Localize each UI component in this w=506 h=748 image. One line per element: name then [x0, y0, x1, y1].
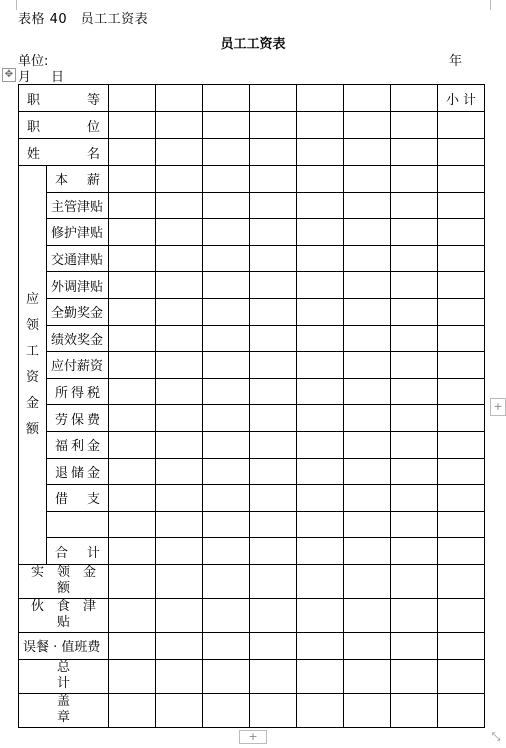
data-cell[interactable] [156, 272, 203, 299]
data-cell[interactable] [344, 85, 391, 112]
data-cell[interactable] [109, 325, 156, 352]
data-cell[interactable] [297, 352, 344, 379]
row-label: 主管津贴 [47, 192, 109, 219]
data-cell[interactable] [297, 431, 344, 458]
row-label: 全勤奖金 [47, 298, 109, 325]
data-cell[interactable] [438, 511, 485, 538]
data-cell[interactable] [203, 352, 250, 379]
data-cell[interactable] [297, 598, 344, 632]
data-cell[interactable] [109, 85, 156, 112]
row-label: 借支 [47, 485, 109, 512]
document-title: 表格 40 员工工资表 [18, 12, 149, 27]
data-cell[interactable] [203, 272, 250, 299]
data-cell[interactable] [109, 511, 156, 538]
data-cell[interactable] [250, 352, 297, 379]
data-cell[interactable] [297, 659, 344, 693]
data-cell[interactable] [156, 166, 203, 193]
data-cell[interactable] [391, 564, 438, 598]
row-label: 所得税 [47, 378, 109, 405]
data-cell[interactable] [250, 632, 297, 659]
data-cell[interactable] [156, 378, 203, 405]
data-cell[interactable] [438, 485, 485, 512]
data-cell[interactable] [297, 458, 344, 485]
row-label [47, 511, 109, 538]
data-cell[interactable] [297, 511, 344, 538]
data-cell[interactable] [156, 598, 203, 632]
data-cell[interactable] [250, 564, 297, 598]
data-cell[interactable] [391, 378, 438, 405]
data-cell[interactable] [203, 325, 250, 352]
add-row-icon[interactable]: + [239, 730, 267, 744]
data-cell[interactable] [109, 192, 156, 219]
data-cell[interactable] [438, 272, 485, 299]
data-cell[interactable] [203, 632, 250, 659]
data-cell[interactable] [109, 112, 156, 139]
data-cell[interactable] [344, 352, 391, 379]
data-cell[interactable] [250, 598, 297, 632]
row-label-total: 总 计 [19, 659, 109, 693]
data-cell[interactable] [156, 325, 203, 352]
data-cell[interactable] [297, 378, 344, 405]
data-cell[interactable] [391, 632, 438, 659]
data-cell[interactable] [391, 693, 438, 727]
data-cell[interactable] [109, 693, 156, 727]
data-cell[interactable] [203, 192, 250, 219]
data-cell[interactable] [250, 245, 297, 272]
table-row [19, 85, 485, 112]
day-label: 日 [51, 70, 65, 85]
data-cell[interactable] [391, 85, 438, 112]
data-cell[interactable] [203, 511, 250, 538]
data-cell[interactable] [156, 485, 203, 512]
data-cell[interactable] [297, 564, 344, 598]
data-cell[interactable] [203, 378, 250, 405]
data-cell[interactable] [297, 325, 344, 352]
data-cell[interactable] [109, 632, 156, 659]
data-cell[interactable] [344, 564, 391, 598]
data-cell[interactable] [156, 112, 203, 139]
row-label-stamp: 盖 章 [19, 693, 109, 727]
row-label: 外调津贴 [47, 272, 109, 299]
data-cell[interactable] [391, 405, 438, 432]
data-cell[interactable] [391, 352, 438, 379]
table-row [19, 511, 485, 538]
data-cell[interactable] [391, 325, 438, 352]
data-cell[interactable] [391, 166, 438, 193]
data-cell[interactable] [391, 659, 438, 693]
row-label: 福利金 [47, 431, 109, 458]
data-cell[interactable] [109, 352, 156, 379]
data-cell[interactable] [297, 405, 344, 432]
table-row [19, 272, 485, 299]
data-cell[interactable] [391, 192, 438, 219]
data-cell[interactable] [391, 272, 438, 299]
data-cell[interactable] [438, 659, 485, 693]
page-corner-tl [6, 0, 17, 10]
data-cell[interactable] [109, 598, 156, 632]
table-row [19, 431, 485, 458]
data-cell[interactable] [344, 511, 391, 538]
data-cell[interactable] [109, 431, 156, 458]
table-row [19, 378, 485, 405]
table-row [19, 245, 485, 272]
data-cell[interactable] [297, 693, 344, 727]
data-cell[interactable] [156, 693, 203, 727]
data-cell[interactable] [250, 693, 297, 727]
data-cell[interactable] [109, 166, 156, 193]
data-cell[interactable] [250, 378, 297, 405]
data-cell[interactable] [391, 245, 438, 272]
data-cell[interactable] [156, 431, 203, 458]
data-cell[interactable] [156, 85, 203, 112]
data-cell[interactable] [344, 378, 391, 405]
row-label: 绩效奖金 [47, 325, 109, 352]
data-cell[interactable] [438, 693, 485, 727]
data-cell[interactable] [203, 112, 250, 139]
data-cell[interactable] [203, 85, 250, 112]
data-cell[interactable] [438, 564, 485, 598]
data-cell[interactable] [391, 112, 438, 139]
data-cell[interactable] [250, 112, 297, 139]
data-cell[interactable] [203, 659, 250, 693]
data-cell[interactable] [344, 112, 391, 139]
data-cell[interactable] [344, 405, 391, 432]
data-cell[interactable] [391, 458, 438, 485]
data-cell[interactable] [156, 659, 203, 693]
data-cell[interactable] [109, 219, 156, 246]
data-cell[interactable] [438, 598, 485, 632]
table-row [19, 219, 485, 246]
data-cell[interactable] [438, 431, 485, 458]
table-row [19, 598, 485, 632]
data-cell[interactable] [438, 219, 485, 246]
data-cell[interactable] [344, 659, 391, 693]
row-label: 交通津贴 [47, 245, 109, 272]
salary-table [18, 84, 485, 728]
data-cell[interactable] [203, 219, 250, 246]
table-row [19, 485, 485, 512]
data-cell[interactable] [250, 485, 297, 512]
data-cell[interactable] [438, 245, 485, 272]
row-label: 劳保费 [47, 405, 109, 432]
data-cell[interactable] [250, 272, 297, 299]
row-label-meal: 伙 食 津 贴 [19, 598, 109, 632]
data-cell[interactable] [203, 405, 250, 432]
table-row [19, 166, 485, 193]
data-cell[interactable] [344, 272, 391, 299]
data-cell[interactable] [250, 458, 297, 485]
row-label: 姓名 [19, 139, 109, 166]
data-cell[interactable] [109, 378, 156, 405]
data-cell[interactable] [156, 564, 203, 598]
data-cell[interactable] [156, 192, 203, 219]
data-cell[interactable] [297, 245, 344, 272]
data-cell[interactable] [438, 538, 485, 565]
data-cell[interactable] [344, 139, 391, 166]
table-row [19, 632, 485, 659]
data-cell[interactable] [203, 458, 250, 485]
data-cell[interactable] [109, 245, 156, 272]
data-cell[interactable] [156, 632, 203, 659]
row-label: 修护津贴 [47, 219, 109, 246]
data-cell[interactable] [250, 166, 297, 193]
data-cell[interactable] [203, 538, 250, 565]
data-cell[interactable] [109, 139, 156, 166]
data-cell[interactable] [250, 511, 297, 538]
data-cell[interactable] [109, 458, 156, 485]
table-row [19, 112, 485, 139]
data-cell[interactable] [109, 405, 156, 432]
month-label: 月 [18, 70, 32, 85]
data-cell[interactable] [203, 166, 250, 193]
page-corner-tr [490, 0, 501, 10]
table-row [19, 405, 485, 432]
data-cell[interactable] [297, 139, 344, 166]
data-cell[interactable] [344, 431, 391, 458]
data-cell[interactable] [438, 192, 485, 219]
data-cell[interactable] [438, 298, 485, 325]
data-cell[interactable] [250, 659, 297, 693]
data-cell[interactable] [109, 659, 156, 693]
data-cell[interactable] [109, 485, 156, 512]
data-cell[interactable] [344, 693, 391, 727]
data-cell[interactable] [438, 632, 485, 659]
data-cell[interactable] [156, 219, 203, 246]
data-cell[interactable] [344, 298, 391, 325]
data-cell[interactable] [344, 458, 391, 485]
data-cell[interactable] [344, 632, 391, 659]
data-cell[interactable] [391, 538, 438, 565]
table-row [19, 458, 485, 485]
data-cell[interactable] [344, 598, 391, 632]
table-title: 员工工资表 [220, 37, 286, 52]
table-row [19, 139, 485, 166]
data-cell[interactable] [344, 245, 391, 272]
row-label: 职位 [19, 112, 109, 139]
data-cell[interactable] [156, 405, 203, 432]
resize-icon[interactable]: ⤡ [491, 730, 501, 743]
data-cell[interactable] [156, 245, 203, 272]
table-row [19, 564, 485, 598]
data-cell[interactable] [391, 219, 438, 246]
data-cell[interactable] [391, 298, 438, 325]
data-cell[interactable] [203, 139, 250, 166]
data-cell[interactable] [250, 139, 297, 166]
data-cell[interactable] [203, 485, 250, 512]
table-row [19, 352, 485, 379]
data-cell[interactable] [438, 378, 485, 405]
data-cell[interactable] [203, 298, 250, 325]
data-cell[interactable] [344, 219, 391, 246]
data-cell[interactable] [297, 219, 344, 246]
data-cell[interactable] [297, 485, 344, 512]
data-cell[interactable] [250, 219, 297, 246]
data-cell[interactable] [344, 485, 391, 512]
data-cell[interactable] [156, 458, 203, 485]
data-cell[interactable] [109, 272, 156, 299]
data-cell[interactable] [156, 511, 203, 538]
data-cell[interactable] [344, 166, 391, 193]
data-cell[interactable] [438, 405, 485, 432]
unit-label: 单位: [18, 54, 49, 69]
data-cell[interactable] [297, 632, 344, 659]
row-label: 应付薪资 [47, 352, 109, 379]
data-cell[interactable] [297, 538, 344, 565]
data-cell[interactable] [109, 538, 156, 565]
data-cell[interactable] [250, 325, 297, 352]
subtotal-header: 小计 [438, 85, 485, 112]
data-cell[interactable] [391, 485, 438, 512]
data-cell[interactable] [297, 85, 344, 112]
data-cell[interactable] [438, 112, 485, 139]
data-cell[interactable] [156, 298, 203, 325]
data-cell[interactable] [250, 192, 297, 219]
table-row [19, 325, 485, 352]
data-cell[interactable] [156, 139, 203, 166]
data-cell[interactable] [156, 352, 203, 379]
table-row [19, 538, 485, 565]
table-row [19, 659, 485, 693]
row-label: 退储金 [47, 458, 109, 485]
data-cell[interactable] [203, 598, 250, 632]
data-cell[interactable] [297, 112, 344, 139]
data-cell[interactable] [391, 431, 438, 458]
data-cell[interactable] [250, 85, 297, 112]
data-cell[interactable] [391, 511, 438, 538]
data-cell[interactable] [391, 139, 438, 166]
data-cell[interactable] [203, 564, 250, 598]
data-cell[interactable] [250, 298, 297, 325]
data-cell[interactable] [297, 166, 344, 193]
year-label: 年 [449, 54, 463, 69]
data-cell[interactable] [391, 598, 438, 632]
move-handle-icon[interactable]: ✥ [2, 68, 16, 82]
group-label: 应 领 工 资 金 额 [19, 166, 47, 565]
table-row [19, 693, 485, 727]
row-label: 本薪 [47, 166, 109, 193]
row-label: 合计 [47, 538, 109, 565]
row-label-actual: 实 领 金 额 [19, 564, 109, 598]
data-cell[interactable] [250, 405, 297, 432]
data-cell[interactable] [344, 538, 391, 565]
data-cell[interactable] [297, 272, 344, 299]
data-cell[interactable] [344, 192, 391, 219]
add-column-icon[interactable]: + [490, 398, 506, 416]
data-cell[interactable] [109, 564, 156, 598]
table-row [19, 192, 485, 219]
data-cell[interactable] [297, 192, 344, 219]
data-cell[interactable] [438, 352, 485, 379]
data-cell[interactable] [438, 325, 485, 352]
data-cell[interactable] [109, 298, 156, 325]
data-cell[interactable] [203, 245, 250, 272]
data-cell[interactable] [250, 538, 297, 565]
data-cell[interactable] [203, 693, 250, 727]
row-label: 职等 [19, 85, 109, 112]
data-cell[interactable] [297, 298, 344, 325]
table-row [19, 298, 485, 325]
data-cell[interactable] [438, 458, 485, 485]
data-cell[interactable] [156, 538, 203, 565]
data-cell[interactable] [344, 325, 391, 352]
data-cell[interactable] [203, 431, 250, 458]
row-label-overtime: 误餐 · 值班费 [19, 632, 109, 659]
data-cell[interactable] [438, 166, 485, 193]
data-cell[interactable] [438, 139, 485, 166]
data-cell[interactable] [250, 431, 297, 458]
